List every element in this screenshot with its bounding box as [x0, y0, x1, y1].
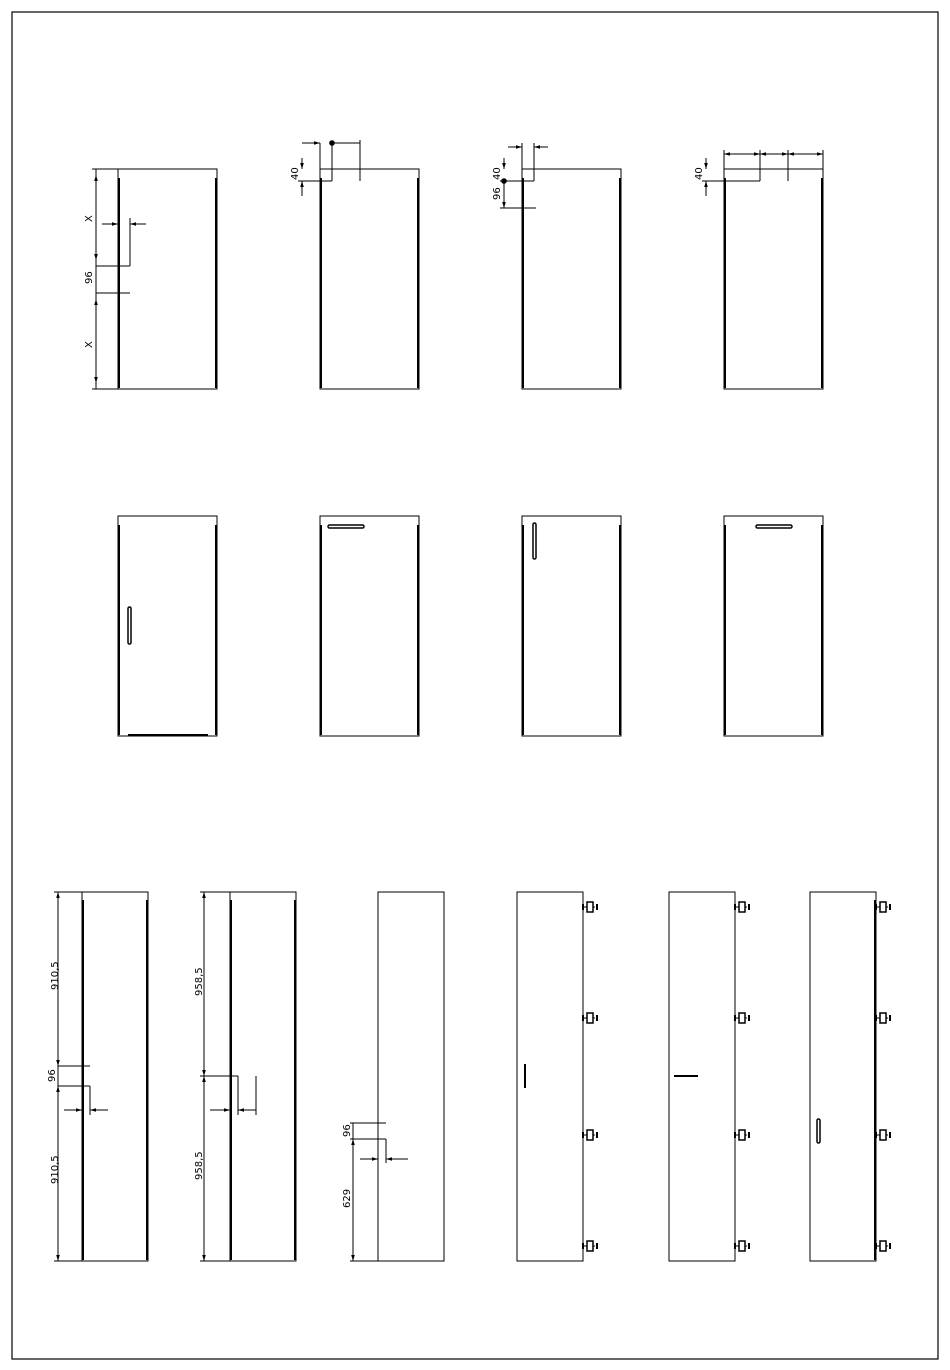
hinge-icon [735, 902, 749, 912]
hinge-icon [876, 1130, 890, 1140]
dim-label-910-5-top: 910,5 [50, 961, 61, 990]
door-panel-4 [694, 150, 823, 389]
hinge-icon [583, 1013, 597, 1023]
door-panel-1 [84, 169, 217, 389]
sheet-border [12, 12, 938, 1359]
door-handle [328, 525, 364, 528]
dim-label-96: 96 [342, 1124, 353, 1137]
door-panel-8 [724, 516, 823, 736]
door-panel-6 [320, 516, 419, 736]
tall-door-panel-5 [669, 892, 749, 1261]
dim-label-40: 40 [694, 167, 705, 180]
dim-label-x-bottom: X [84, 341, 95, 348]
dim-label-96: 96 [492, 187, 503, 200]
dim-label-910-5-bottom: 910,5 [50, 1155, 61, 1184]
hinge-icon [876, 1013, 890, 1023]
dim-label-629: 629 [342, 1188, 353, 1208]
door-panel-2 [290, 140, 419, 389]
door-handle [817, 1119, 820, 1143]
dim-label-40: 40 [290, 167, 301, 180]
hinge-icon [583, 1130, 597, 1140]
hinge-icon [735, 1013, 749, 1023]
door-panel-3 [492, 143, 621, 389]
dim-label-96: 96 [47, 1069, 58, 1082]
dim-label-40: 40 [492, 167, 503, 180]
dim-label-x-top: X [84, 215, 95, 222]
hinge-icon [876, 1241, 890, 1251]
hinge-icon [583, 1241, 597, 1251]
dim-label-958-5-bottom: 958,5 [194, 1151, 205, 1180]
hinge-icon [735, 1241, 749, 1251]
door-handle [756, 525, 792, 528]
tall-door-panel-3 [342, 892, 444, 1261]
tall-door-panel-4 [517, 892, 597, 1261]
hinge-icon [583, 902, 597, 912]
dim-label-958-5-top: 958,5 [194, 967, 205, 996]
door-handle [128, 607, 131, 644]
door-panel-5 [118, 516, 217, 736]
door-handle [533, 523, 536, 559]
door-panel-7 [522, 516, 621, 736]
tall-door-panel-6 [810, 892, 890, 1261]
hinge-icon [876, 902, 890, 912]
tall-door-panel-1 [47, 892, 148, 1261]
hinge-icon [735, 1130, 749, 1140]
tall-door-panel-2 [194, 892, 296, 1261]
dim-label-96: 96 [84, 271, 95, 284]
